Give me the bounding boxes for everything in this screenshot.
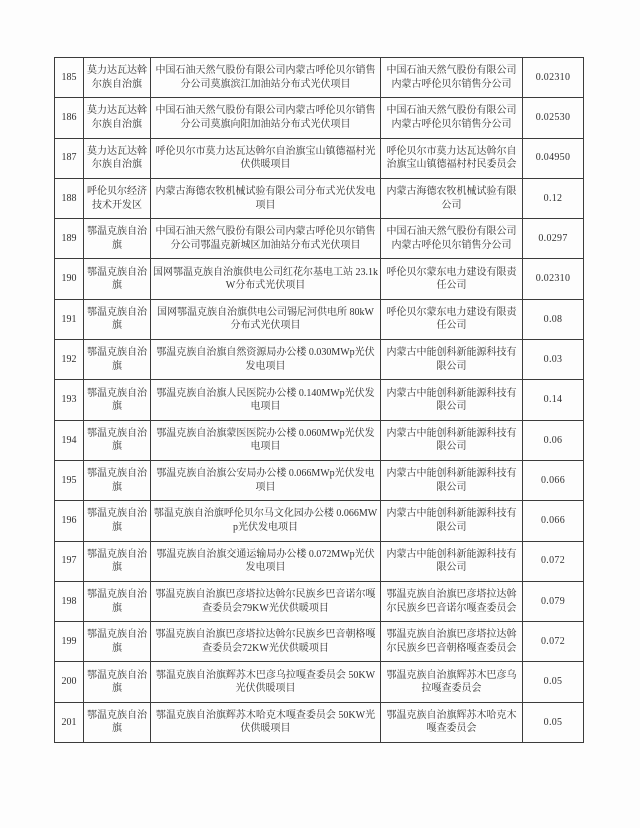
row-number-cell: 194 xyxy=(55,420,84,460)
row-number-cell: 186 xyxy=(55,98,84,138)
company-cell: 内蒙古中能创科新能源科技有限公司 xyxy=(381,460,523,500)
project-name-cell: 鄂温克族自治旗辉苏木巴彦乌拉嘎查委员会 50KW光伏供暖项目 xyxy=(151,662,381,702)
company-cell: 鄂温克族自治旗辉苏木哈克木嘎查委员会 xyxy=(381,702,523,742)
row-number-cell: 188 xyxy=(55,178,84,218)
capacity-value-cell: 0.072 xyxy=(523,541,584,581)
row-number-cell: 193 xyxy=(55,380,84,420)
table-row xyxy=(55,340,584,380)
region-cell: 鄂温克族自治旗 xyxy=(84,380,151,420)
table-row xyxy=(55,178,584,218)
capacity-value-cell: 0.05 xyxy=(523,702,584,742)
pv-projects-table xyxy=(54,57,584,743)
table-row xyxy=(55,501,584,541)
project-name-cell: 国网鄂温克族自治旗供电公司锡尼河供电所 80kW分布式光伏项目 xyxy=(151,299,381,339)
capacity-value-cell: 0.02530 xyxy=(523,98,584,138)
project-name-cell: 中国石油天然气股份有限公司内蒙古呼伦贝尔销售分公司鄂温克新城区加油站分布式光伏项目 xyxy=(151,219,381,259)
capacity-value-cell: 0.05 xyxy=(523,662,584,702)
row-number-cell: 199 xyxy=(55,622,84,662)
row-number-cell: 191 xyxy=(55,299,84,339)
project-name-cell: 国网鄂温克族自治旗供电公司红花尔基电工站 23.1kW分布式光伏项目 xyxy=(151,259,381,299)
region-cell: 鄂温克族自治旗 xyxy=(84,340,151,380)
company-cell: 鄂温克族自治旗辉苏木巴彦乌拉嘎查委员会 xyxy=(381,662,523,702)
company-cell: 内蒙古中能创科新能源科技有限公司 xyxy=(381,340,523,380)
project-name-cell: 鄂温克族自治旗巴彦塔拉达斡尔民族乡巴音朝格嘎查委员会72KW光伏供暖项目 xyxy=(151,622,381,662)
company-cell: 呼伦贝尔蒙东电力建设有限责任公司 xyxy=(381,299,523,339)
region-cell: 鄂温克族自治旗 xyxy=(84,702,151,742)
company-cell: 内蒙古中能创科新能源科技有限公司 xyxy=(381,420,523,460)
capacity-value-cell: 0.12 xyxy=(523,178,584,218)
region-cell: 鄂温克族自治旗 xyxy=(84,420,151,460)
table-body xyxy=(55,58,584,743)
region-cell: 鄂温克族自治旗 xyxy=(84,662,151,702)
project-name-cell: 中国石油天然气股份有限公司内蒙古呼伦贝尔销售分公司莫旗向阳加油站分布式光伏项目 xyxy=(151,98,381,138)
company-cell: 中国石油天然气股份有限公司内蒙古呼伦贝尔销售分公司 xyxy=(381,219,523,259)
table-row xyxy=(55,259,584,299)
region-cell: 鄂温克族自治旗 xyxy=(84,299,151,339)
table-row xyxy=(55,299,584,339)
company-cell: 鄂温克族自治旗巴彦塔拉达斡尔民族乡巴音朝格嘎查委员会 xyxy=(381,622,523,662)
region-cell: 鄂温克族自治旗 xyxy=(84,219,151,259)
row-number-cell: 196 xyxy=(55,501,84,541)
capacity-value-cell: 0.0297 xyxy=(523,219,584,259)
capacity-value-cell: 0.08 xyxy=(523,299,584,339)
project-name-cell: 鄂温克族自治旗公安局办公楼 0.066MWp光伏发电项目 xyxy=(151,460,381,500)
region-cell: 莫力达瓦达斡尔族自治旗 xyxy=(84,58,151,98)
table-row xyxy=(55,662,584,702)
row-number-cell: 201 xyxy=(55,702,84,742)
company-cell: 内蒙古中能创科新能源科技有限公司 xyxy=(381,380,523,420)
project-name-cell: 鄂温克族自治旗人民医院办公楼 0.140MWp光伏发电项目 xyxy=(151,380,381,420)
row-number-cell: 195 xyxy=(55,460,84,500)
table-row xyxy=(55,98,584,138)
table-row xyxy=(55,622,584,662)
table-row xyxy=(55,219,584,259)
region-cell: 呼伦贝尔经济技术开发区 xyxy=(84,178,151,218)
company-cell: 呼伦贝尔市莫力达瓦达斡尔自治旗宝山镇德福村村民委员会 xyxy=(381,138,523,178)
row-number-cell: 189 xyxy=(55,219,84,259)
table-row xyxy=(55,420,584,460)
project-name-cell: 鄂温克族自治旗蒙医医院办公楼 0.060MWp光伏发电项目 xyxy=(151,420,381,460)
project-name-cell: 鄂温克族自治旗辉苏木哈克木嘎查委员会 50KW光伏供暖项目 xyxy=(151,702,381,742)
project-name-cell: 鄂温克族自治旗呼伦贝尔马文化园办公楼 0.066MWp光伏发电项目 xyxy=(151,501,381,541)
project-name-cell: 呼伦贝尔市莫力达瓦达斡尔自治旗宝山镇德福村光伏供暖项目 xyxy=(151,138,381,178)
table-row xyxy=(55,581,584,621)
company-cell: 呼伦贝尔蒙东电力建设有限责任公司 xyxy=(381,259,523,299)
capacity-value-cell: 0.03 xyxy=(523,340,584,380)
region-cell: 鄂温克族自治旗 xyxy=(84,259,151,299)
capacity-value-cell: 0.079 xyxy=(523,581,584,621)
project-name-cell: 内蒙古海德农牧机械试验有限公司分布式光伏发电项目 xyxy=(151,178,381,218)
capacity-value-cell: 0.02310 xyxy=(523,58,584,98)
region-cell: 鄂温克族自治旗 xyxy=(84,622,151,662)
company-cell: 内蒙古中能创科新能源科技有限公司 xyxy=(381,541,523,581)
region-cell: 莫力达瓦达斡尔族自治旗 xyxy=(84,98,151,138)
capacity-value-cell: 0.14 xyxy=(523,380,584,420)
table-row xyxy=(55,138,584,178)
table-row xyxy=(55,541,584,581)
project-name-cell: 中国石油天然气股份有限公司内蒙古呼伦贝尔销售分公司莫旗滨江加油站分布式光伏项目 xyxy=(151,58,381,98)
region-cell: 鄂温克族自治旗 xyxy=(84,460,151,500)
project-name-cell: 鄂温克族自治旗巴彦塔拉达斡尔民族乡巴音诺尔嘎查委员会79KW光伏供暖项目 xyxy=(151,581,381,621)
table-row xyxy=(55,58,584,98)
region-cell: 鄂温克族自治旗 xyxy=(84,501,151,541)
project-name-cell: 鄂温克族自治旗自然资源局办公楼 0.030MWp光伏发电项目 xyxy=(151,340,381,380)
capacity-value-cell: 0.04950 xyxy=(523,138,584,178)
row-number-cell: 187 xyxy=(55,138,84,178)
region-cell: 鄂温克族自治旗 xyxy=(84,581,151,621)
row-number-cell: 197 xyxy=(55,541,84,581)
region-cell: 莫力达瓦达斡尔族自治旗 xyxy=(84,138,151,178)
capacity-value-cell: 0.072 xyxy=(523,622,584,662)
row-number-cell: 198 xyxy=(55,581,84,621)
company-cell: 内蒙古海德农牧机械试验有限公司 xyxy=(381,178,523,218)
capacity-value-cell: 0.06 xyxy=(523,420,584,460)
table-row xyxy=(55,702,584,742)
project-name-cell: 鄂温克族自治旗交通运输局办公楼 0.072MWp光伏发电项目 xyxy=(151,541,381,581)
capacity-value-cell: 0.066 xyxy=(523,460,584,500)
row-number-cell: 200 xyxy=(55,662,84,702)
table-row xyxy=(55,380,584,420)
capacity-value-cell: 0.02310 xyxy=(523,259,584,299)
capacity-value-cell: 0.066 xyxy=(523,501,584,541)
region-cell: 鄂温克族自治旗 xyxy=(84,541,151,581)
company-cell: 内蒙古中能创科新能源科技有限公司 xyxy=(381,501,523,541)
company-cell: 中国石油天然气股份有限公司内蒙古呼伦贝尔销售分公司 xyxy=(381,58,523,98)
company-cell: 鄂温克族自治旗巴彦塔拉达斡尔民族乡巴音诺尔嘎查委员会 xyxy=(381,581,523,621)
row-number-cell: 192 xyxy=(55,340,84,380)
row-number-cell: 190 xyxy=(55,259,84,299)
row-number-cell: 185 xyxy=(55,58,84,98)
table-row xyxy=(55,460,584,500)
company-cell: 中国石油天然气股份有限公司内蒙古呼伦贝尔销售分公司 xyxy=(381,98,523,138)
